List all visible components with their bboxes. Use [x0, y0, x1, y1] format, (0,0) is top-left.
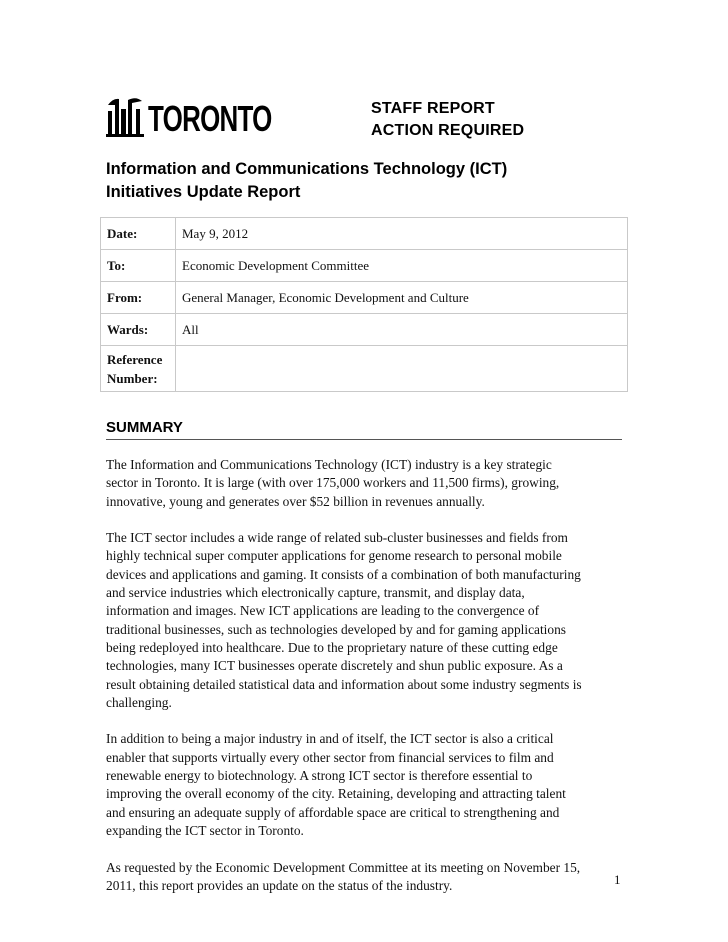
text-line: and service industries which electronically capture, transmit, and display data, [106, 585, 525, 601]
text-line: enabler that supports virtually every other sector from financial services to film and [106, 749, 554, 765]
report-title-line2: Initiatives Update Report [106, 183, 301, 201]
text-line: technologies, many ICT businesses operate discretely and shun public exposure. As a [106, 658, 563, 674]
summary-paragraph-3 [106, 730, 626, 840]
info-row-from [101, 282, 628, 314]
text-line: highly technical super computer applications for genome research to personal mobile [106, 548, 562, 564]
info-label: From: [101, 282, 176, 314]
text-line: 2011, this report provides an update on the status of the industry. [106, 877, 453, 893]
info-row-date [101, 218, 628, 250]
info-value: General Manager, Economic Development and Culture [176, 282, 628, 314]
text-line: expanding the ICT sector in Toronto. [106, 822, 304, 838]
reference-label-line2: Number: [107, 370, 158, 386]
text-line: information and images. New ICT applications are leading to the convergence of [106, 603, 540, 619]
page-number: 1 [614, 872, 621, 887]
info-label: To: [101, 250, 176, 282]
report-title [106, 158, 666, 204]
reference-label-line1: Reference [107, 351, 163, 367]
info-label: Date: [101, 218, 176, 250]
text-line: The ICT sector includes a wide range of related sub-cluster businesses and fields from [106, 530, 568, 546]
text-line: challenging. [106, 694, 172, 710]
text-line: improving the overall economy of the city. Retaining, developing and attracting talent [106, 786, 566, 802]
logo-wordmark: TORONTO [148, 98, 272, 139]
info-label [101, 346, 176, 392]
summary-paragraph-2 [106, 529, 626, 712]
info-row-reference [101, 346, 628, 392]
report-type-line2: ACTION REQUIRED [371, 122, 525, 139]
text-line: In addition to being a major industry in and of itself, the ICT sector is also a critical [106, 731, 554, 747]
info-value: Economic Development Committee [176, 250, 628, 282]
text-line: devices and applications and gaming. It consists of a combination of both manufacturing [106, 566, 581, 582]
info-value: May 9, 2012 [176, 218, 628, 250]
info-row-wards [101, 314, 628, 346]
text-line: result obtaining detailed statistical data and information about some industry segments is [106, 676, 582, 692]
text-line: sector in Toronto. It is large (with over 175,000 workers and 11,500 firms), growing, [106, 475, 560, 491]
info-value: All [176, 314, 628, 346]
summary-heading: SUMMARY [106, 418, 622, 440]
toronto-logo [106, 95, 272, 143]
report-type-line1: STAFF REPORT [371, 100, 495, 117]
info-label: Wards: [101, 314, 176, 346]
text-line: As requested by the Economic Development Committee at its meeting on November 15, [106, 859, 581, 875]
text-line: traditional businesses, such as technologies developed by and for gaming applications [106, 621, 567, 637]
report-info-table [100, 217, 628, 392]
city-hall-icon [106, 97, 144, 137]
summary-paragraph-1 [106, 456, 626, 511]
summary-body [106, 456, 626, 913]
summary-paragraph-4 [106, 859, 626, 896]
text-line: renewable energy to biotechnology. A strong ICT sector is therefore essential to [106, 768, 533, 784]
text-line: being redeployed into healthcare. Due to the proprietary nature of these cutting edge [106, 639, 558, 655]
text-line: and ensuring an adequate supply of affordable space are critical to strengthening and [106, 804, 560, 820]
text-line: The Information and Communications Technology (ICT) industry is a key strategic [106, 457, 552, 472]
reference-number-value [176, 346, 628, 392]
text-line: innovative, young and generates over $52 billion in revenues annually. [106, 493, 485, 509]
report-title-line1: Information and Communications Technology (ICT) [106, 160, 508, 178]
report-type [371, 98, 524, 142]
info-row-to [101, 250, 628, 282]
